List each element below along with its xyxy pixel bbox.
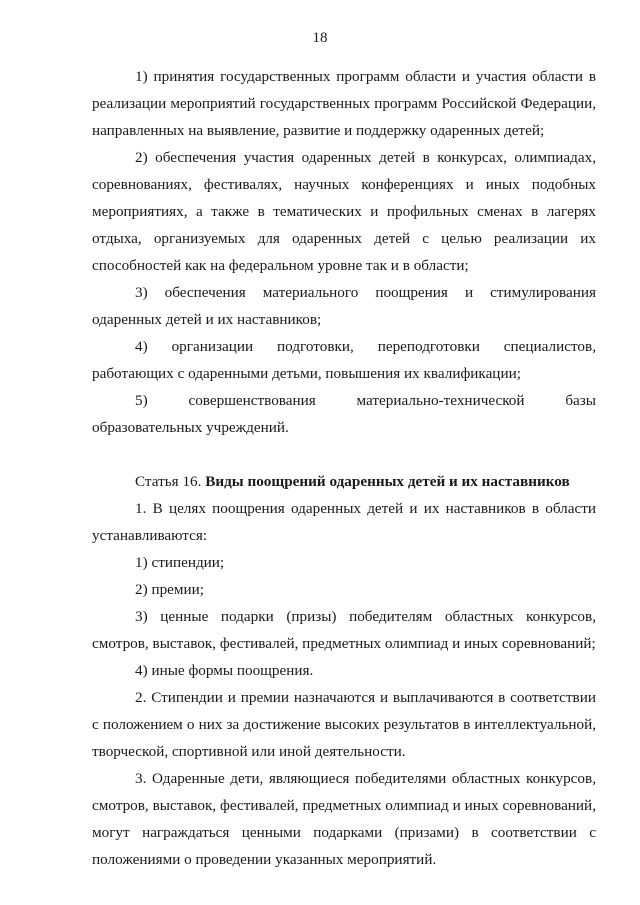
list-item: 4) организации подготовки, переподготовки специалистов, работающих с одаренными детьми, повышения их квалификации; — [92, 338, 596, 382]
list-item: 3) обеспечения материального поощрения и стимулирования одаренных детей и их наставников; — [92, 284, 596, 328]
paragraph: 3. Одаренные дети, являющиеся победителями областных конкурсов, смотров, выставок, фестивалей, предметных олимпиад и иных соревнований, могут награждаться ценными подарками (призами) в соответствии с положениями о проведении указанных мероприятий. — [92, 770, 596, 868]
page-number: 18 — [312, 30, 328, 46]
list-item: 1) принятия государственных программ области и участия области в реализации мероприятий государственных программ Российской Федерации, направленных на выявление, развитие и поддержку одаренных детей; — [92, 68, 596, 139]
article-prefix: Статья 16. — [135, 473, 202, 490]
section-spacer — [92, 441, 596, 468]
document-body — [92, 63, 596, 873]
article-heading — [92, 468, 596, 495]
list-item: 4) иные формы поощрения. — [135, 662, 314, 679]
list-item: 2) премии; — [135, 581, 204, 598]
paragraph: 1. В целях поощрения одаренных детей и их наставников в области устанавливаются: — [92, 500, 596, 544]
list-item: 1) стипендии; — [135, 554, 225, 571]
list-item: 2) обеспечения участия одаренных детей в конкурсах, олимпиадах, соревнованиях, фестивалях, научных конференциях и иных подобных мероприятиях, а также в тематических и профильных сменах в лагерях отдыха, организуемых для одаренных детей с целью реализации их способностей как на федеральном уровне так и в области; — [92, 149, 596, 274]
paragraph: 2. Стипендии и премии назначаются и выплачиваются в соответствии с положением о них за достижение высоких результатов в интеллектуальной, творческой, спортивной или иной деятельности. — [92, 689, 596, 760]
list-item: 3) ценные подарки (призы) победителям областных конкурсов, смотров, выставок, фестивалей, предметных олимпиад и иных соревнований; — [92, 608, 596, 652]
list-item: 5) совершенствования материально-технической базы образовательных учреждений. — [92, 392, 596, 436]
article-title: Виды поощрений одаренных детей и их наставников — [205, 473, 570, 490]
